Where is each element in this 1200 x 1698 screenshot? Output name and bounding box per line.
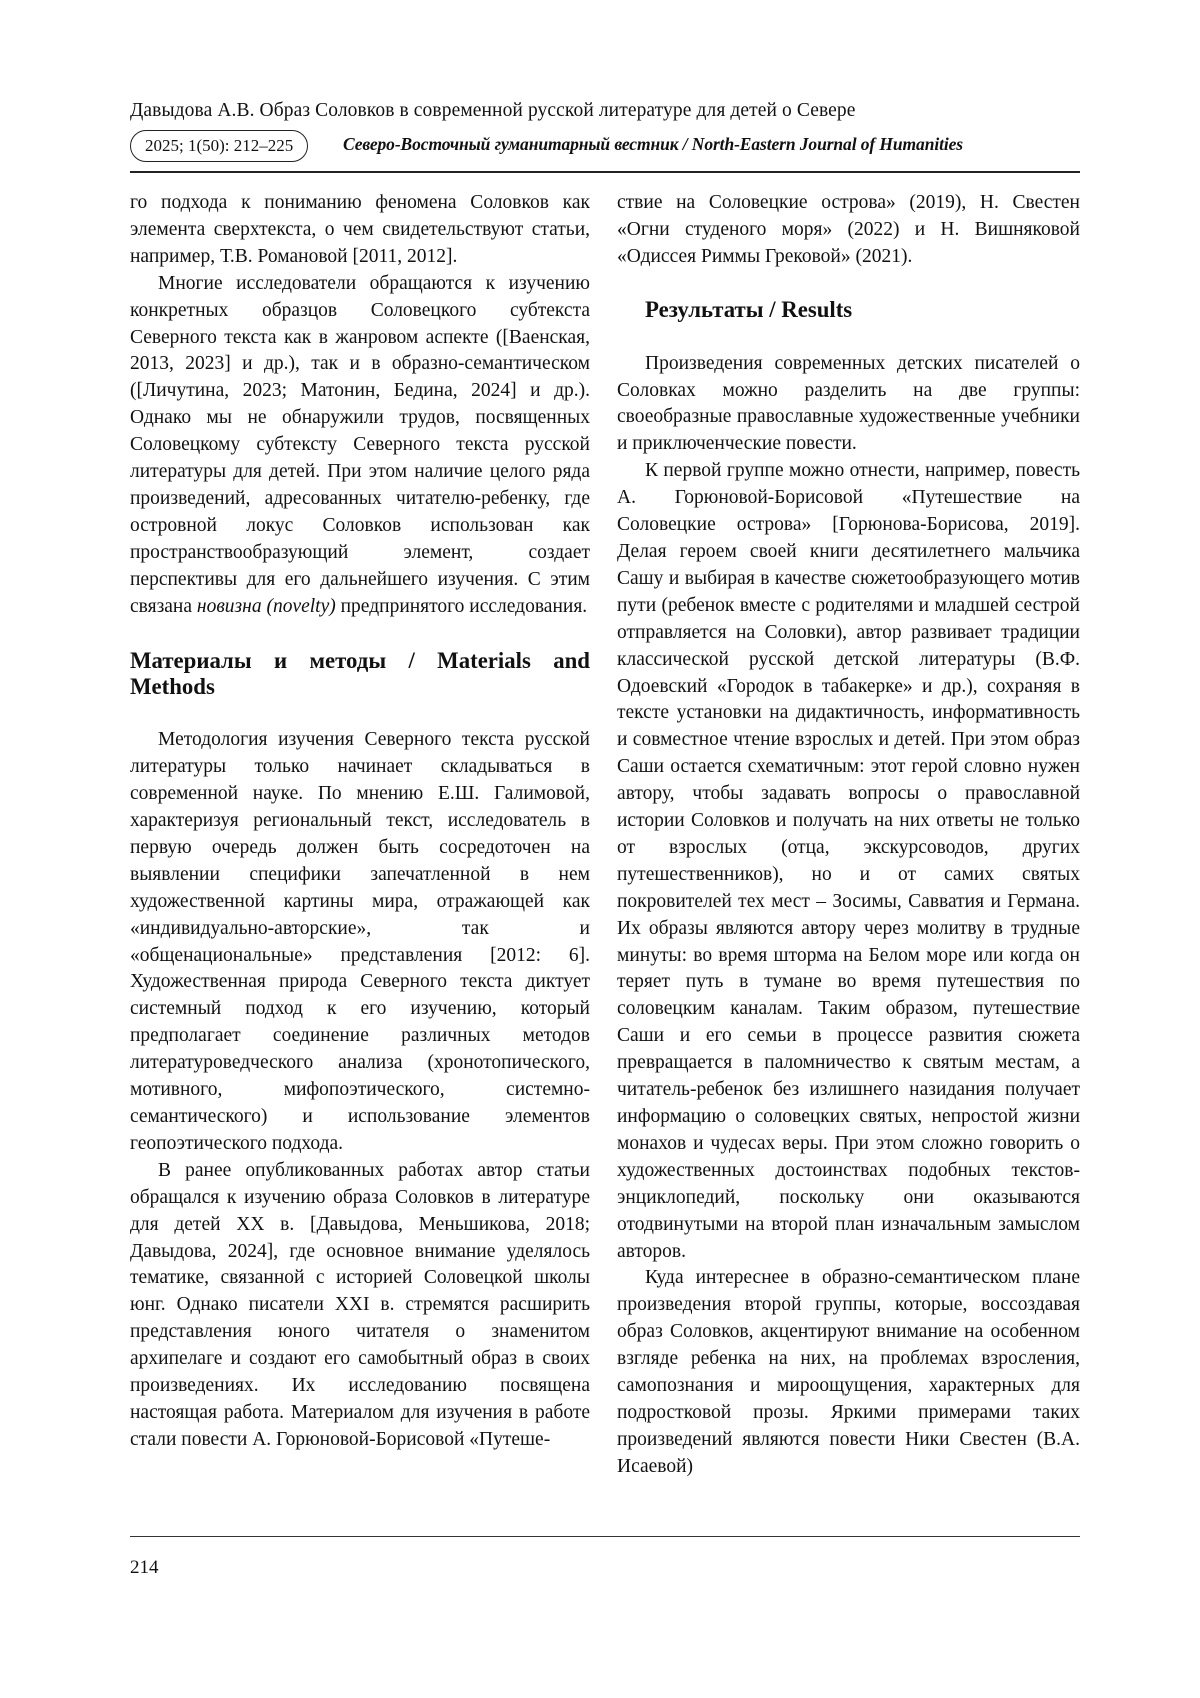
page-header <box>130 98 1080 162</box>
section-heading-results: Результаты / Results <box>645 296 853 322</box>
paragraph: Куда интереснее в образно-семантическом плане произведения второй группы, которые, воссоздавая образ Соловков, акцентируют внимание на особенном взгляде ребенка на них, на проблемах взросления, самопознания и мироощущения, характерных для подростковой прозы. Яркими примерами таких произведений являются повести Ники Свестен (В.А. Исаевой) <box>617 1267 1080 1477</box>
paragraph-text: Многие исследователи обращаются к изучению конкретных образцов Соловецкого субтекста Северного текста как в жанровом аспекте ([Ваенская, 2013, 2023] и др.), так и в образно-семантическом ([Личутина, 2023; Матонин, Бедина, 2024] и др.). Однако мы не обнаружили трудов, посвященных Соловецкому субтексту Северного текста русской литературы для детей. При этом наличие целого ряда произведений, адресованных читателю-ребенку, где островной локус Соловков использован как пространствообразующий элемент, создает перспективы для его дальнейшего изучения. С этим связана <box>130 272 590 617</box>
running-title: Давыдова А.В. Образ Соловков в современной русской литературе для детей о Севере <box>130 100 856 121</box>
journal-line <box>130 130 1080 162</box>
paragraph: В ранее опубликованных работах автор статьи обращался к изучению образа Соловков в литературе для детей XX в. [Давыдова, Меньшикова, 2018; Давыдова, 2024], где основное внимание уделялось тематике, связанной с историей Соловецкой школы юнг. Однако писатели XXI в. стремятся расширить представления юного читателя о знаменитом архипелаге и создают его самобытный образ в своих произведениях. Их исследованию посвящена настоящая работа. Материалом для изучения в работе стали повести А. Горюновой-Борисовой «Путеше- <box>130 1159 590 1450</box>
paragraph: ствие на Соловецкие острова» (2019), Н. Свестен «Огни студеного моря» (2022) и Н. Вишняковой «Одиссея Риммы Грековой» (2021). <box>617 192 1080 267</box>
paragraph-text: предпринятого исследования. <box>340 595 588 617</box>
footer-divider <box>130 1536 1080 1537</box>
journal-name: Северо-Восточный гуманитарный вестник / North-Eastern Journal of Humanities <box>343 134 964 154</box>
issue-badge: 2025; 1(50): 212–225 <box>130 130 308 162</box>
page-number: 214 <box>130 1557 159 1578</box>
header-divider <box>130 171 1080 173</box>
right-column <box>617 190 1080 1481</box>
paragraph: К первой группе можно отнести, например, повесть А. Горюновой-Борисовой «Путешествие на Соловецкие острова» [Горюнова-Борисова, 2019]. Делая героем своей книги десятилетнего мальчика Сашу и выбирая в качестве сюжетообразующего мотив пути (ребенок вместе с родителями и младшей сестрой отправляется на Соловки), автор развивает традиции классической русской детской литературы (В.Ф. Одоевский «Городок в табакерке» и др.), сохраняя в тексте установки на дидактичность, информативность и совместное чтение взрослых и детей. При этом образ Саши остается схематичным: этот герой словно нужен автору, чтобы задавать вопросы о православной истории Соловков и получать на них ответы не только от взрослых (отца, экскурсоводов, других путешественников), но и от самих святых покровителей тех мест – Зосимы, Савватия и Германа. Их образы являются автору через молитву в трудные минуты: во время шторма на Белом море или когда он теряет путь в тумане во время путешествия по соловецким каналам. Таким образом, путешествие Саши и его семьи в процессе развития сюжета превращается в паломничество к святым местам, а читатель-ребенок без излишнего назидания получает информацию о соловецких святых, непростой жизни монахов и чудесах веры. При этом сложно говорить о художественных достоинствах подобных текстов-энциклопедий, поскольку они оказываются отодвинутыми на второй план изначальным замыслом авторов. <box>617 460 1080 1262</box>
novelty-term: новизна (novelty) <box>196 595 336 617</box>
paragraph: Произведения современных детских писателей о Соловках можно разделить на две группы: своеобразные православные художественные учебники и приключенческие повести. <box>617 352 1080 455</box>
section-heading-methods: Материалы и методы / Materials and Methods <box>130 647 590 700</box>
paragraph: Методология изучения Северного текста русской литературы только начинает складываться в современной науке. По мнению Е.Ш. Галимовой, характеризуя региональный текст, исследователь в первую очередь должен быть сосредоточен на выявлении специфики запечатленной в нем художественной картины мира, отражающей как «индивидуально-авторские», так и «общенациональные» представления [2012: 6]. Художественная природа Северного текста диктует системный подход к его изучению, который предполагает соединение различных методов литературоведческого анализа (хронотопического, мотивного, мифопоэтического, системно-семантического) и использование элементов геопоэтического подхода. <box>130 729 590 1154</box>
left-column <box>130 190 590 1454</box>
paragraph: го подхода к пониманию феномена Соловков как элемента сверхтекста, о чем свидетельствуют статьи, например, Т.В. Романовой [2011, 2012]. <box>130 192 590 267</box>
paragraph <box>130 271 590 621</box>
